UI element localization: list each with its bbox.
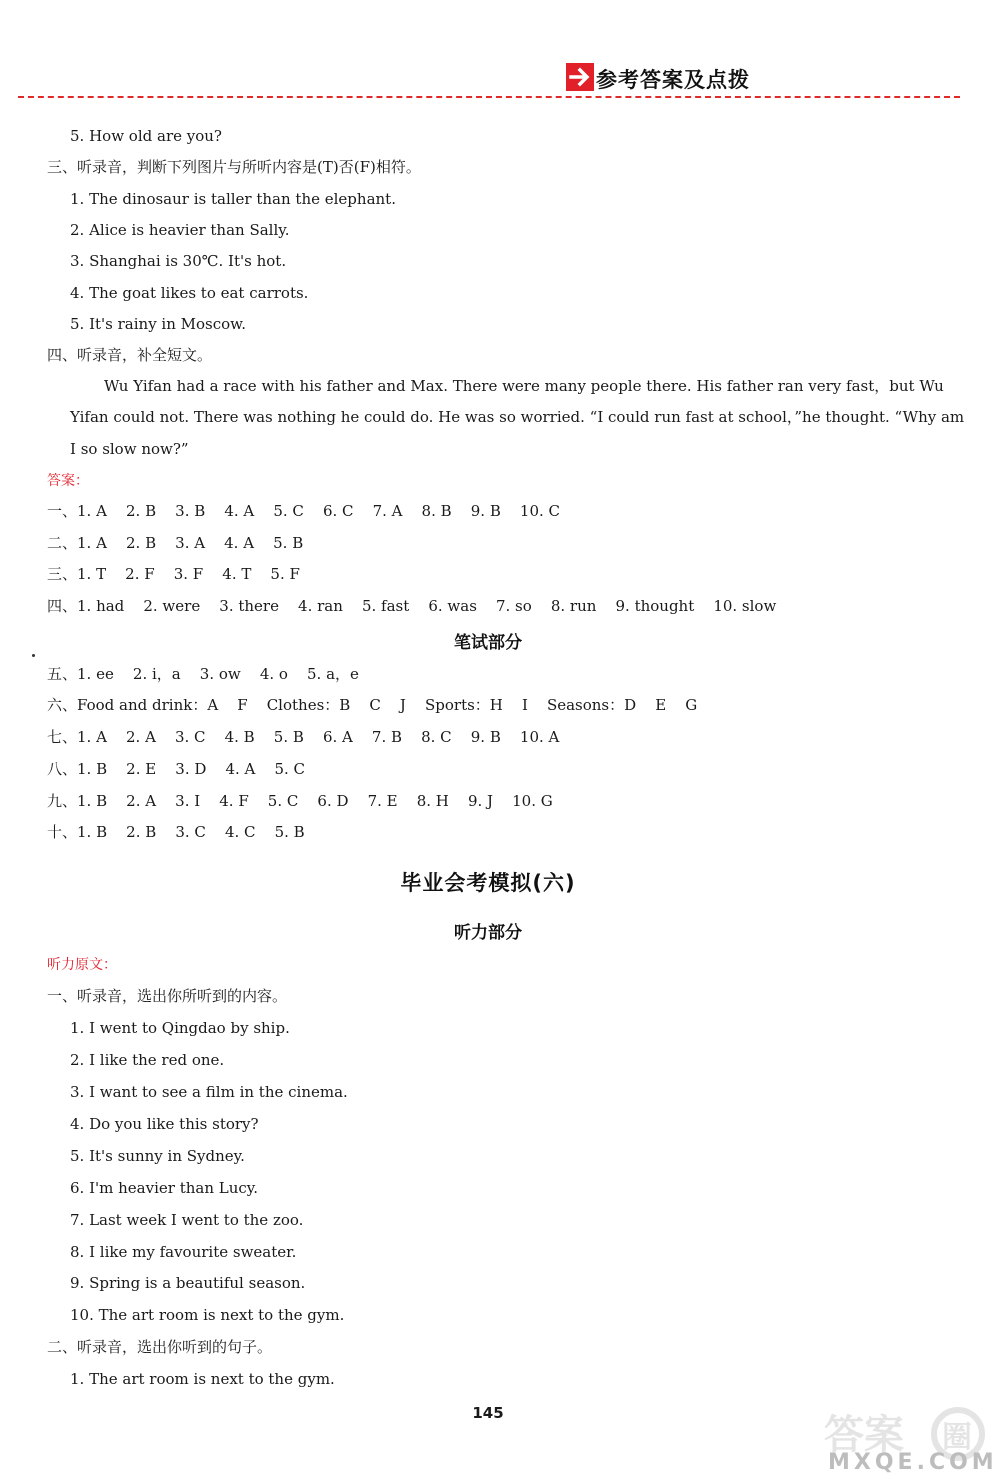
answer-row: 七、1. A 2. A 3. C 4. B 5. B 6. A 7. B 8. C 9. B 10. A <box>47 728 560 746</box>
list-item: 5. It's sunny in Sydney. <box>70 1147 245 1165</box>
answer-row: 九、1. B 2. A 3. I 4. F 5. C 6. D 7. E 8. H 9. J 10. G <box>47 792 553 810</box>
section-heading: 四、听录音，补全短文。 <box>47 346 213 364</box>
listening-part-heading: 听力部分 <box>454 923 522 943</box>
section-heading: 三、听录音，判断下列图片与所听内容是(T)否(F)相符。 <box>47 158 421 176</box>
answer-row: 八、1. B 2. E 3. D 4. A 5. C <box>47 760 305 778</box>
answer-row: 四、1. had 2. were 3. there 4. ran 5. fast 6. was 7. so 8. run 9. thought 10. slow <box>47 597 777 615</box>
list-item: 2. Alice is heavier than Sally. <box>70 221 290 239</box>
mock-exam-title: 毕业会考模拟(六) <box>400 871 576 895</box>
answer-row: 十、1. B 2. B 3. C 4. C 5. B <box>47 823 305 841</box>
svg-text:答案: 答案 <box>824 1412 904 1458</box>
transcript-label: 听力原文： <box>47 957 117 973</box>
svg-text:圈: 圈 <box>942 1420 972 1455</box>
list-item: 1. The art room is next to the gym. <box>70 1370 335 1388</box>
answer-row: 一、1. A 2. B 3. B 4. A 5. C 6. C 7. A 8. B 9. B 10. C <box>47 502 561 520</box>
list-item: 2. I like the red one. <box>70 1051 225 1069</box>
list-item: 9. Spring is a beautiful season. <box>70 1274 306 1292</box>
list-item: 4. Do you like this story? <box>70 1115 259 1133</box>
list-item: 10. The art room is next to the gym. <box>70 1306 345 1324</box>
red-arrow-icon <box>566 63 594 91</box>
paragraph-line: Yifan could not. There was nothing he could do. He was so worried. “I could run fast at school，”he thought. “Why am <box>70 408 965 426</box>
section-heading: 二、听录音，选出你听到的句子。 <box>47 1338 273 1356</box>
text-line: 5. How old are you? <box>70 127 222 145</box>
section-heading: 一、听录音，选出你所听到的内容。 <box>47 987 288 1005</box>
list-item: 7. Last week I went to the zoo. <box>70 1211 304 1229</box>
paragraph-line: I so slow now?” <box>70 440 189 458</box>
list-item: 3. Shanghai is 30℃. It's hot. <box>70 252 287 270</box>
header-divider <box>18 96 960 98</box>
list-item: 8. I like my favourite sweater. <box>70 1243 297 1261</box>
answer-row: 六、Food and drink：A F Clothes：B C J Sports：H I Seasons：D E G <box>47 696 698 714</box>
watermark-url: MXQE.COM <box>828 1450 998 1475</box>
list-item: 3. I want to see a film in the cinema. <box>70 1083 348 1101</box>
answers-label: 答案： <box>47 473 89 489</box>
answer-row: 二、1. A 2. B 3. A 4. A 5. B <box>47 534 304 552</box>
page-number: 145 <box>472 1404 504 1422</box>
list-item: 5. It's rainy in Moscow. <box>70 315 247 333</box>
list-item: 1. I went to Qingdao by ship. <box>70 1019 290 1037</box>
list-item: 4. The goat likes to eat carrots. <box>70 284 309 302</box>
stray-dot <box>32 654 35 657</box>
paragraph-line: Wu Yifan had a race with his father and Max. There were many people there. His father ran very fast，but Wu <box>104 377 944 395</box>
answer-row: 五、1. ee 2. i，a 3. ow 4. o 5. a，e <box>47 665 359 683</box>
list-item: 6. I'm heavier than Lucy. <box>70 1179 259 1197</box>
header-title: 参考答案及点拨 <box>596 68 750 92</box>
answer-row: 三、1. T 2. F 3. F 4. T 5. F <box>47 565 300 583</box>
written-part-heading: 笔试部分 <box>454 633 522 653</box>
list-item: 1. The dinosaur is taller than the elephant. <box>70 190 396 208</box>
